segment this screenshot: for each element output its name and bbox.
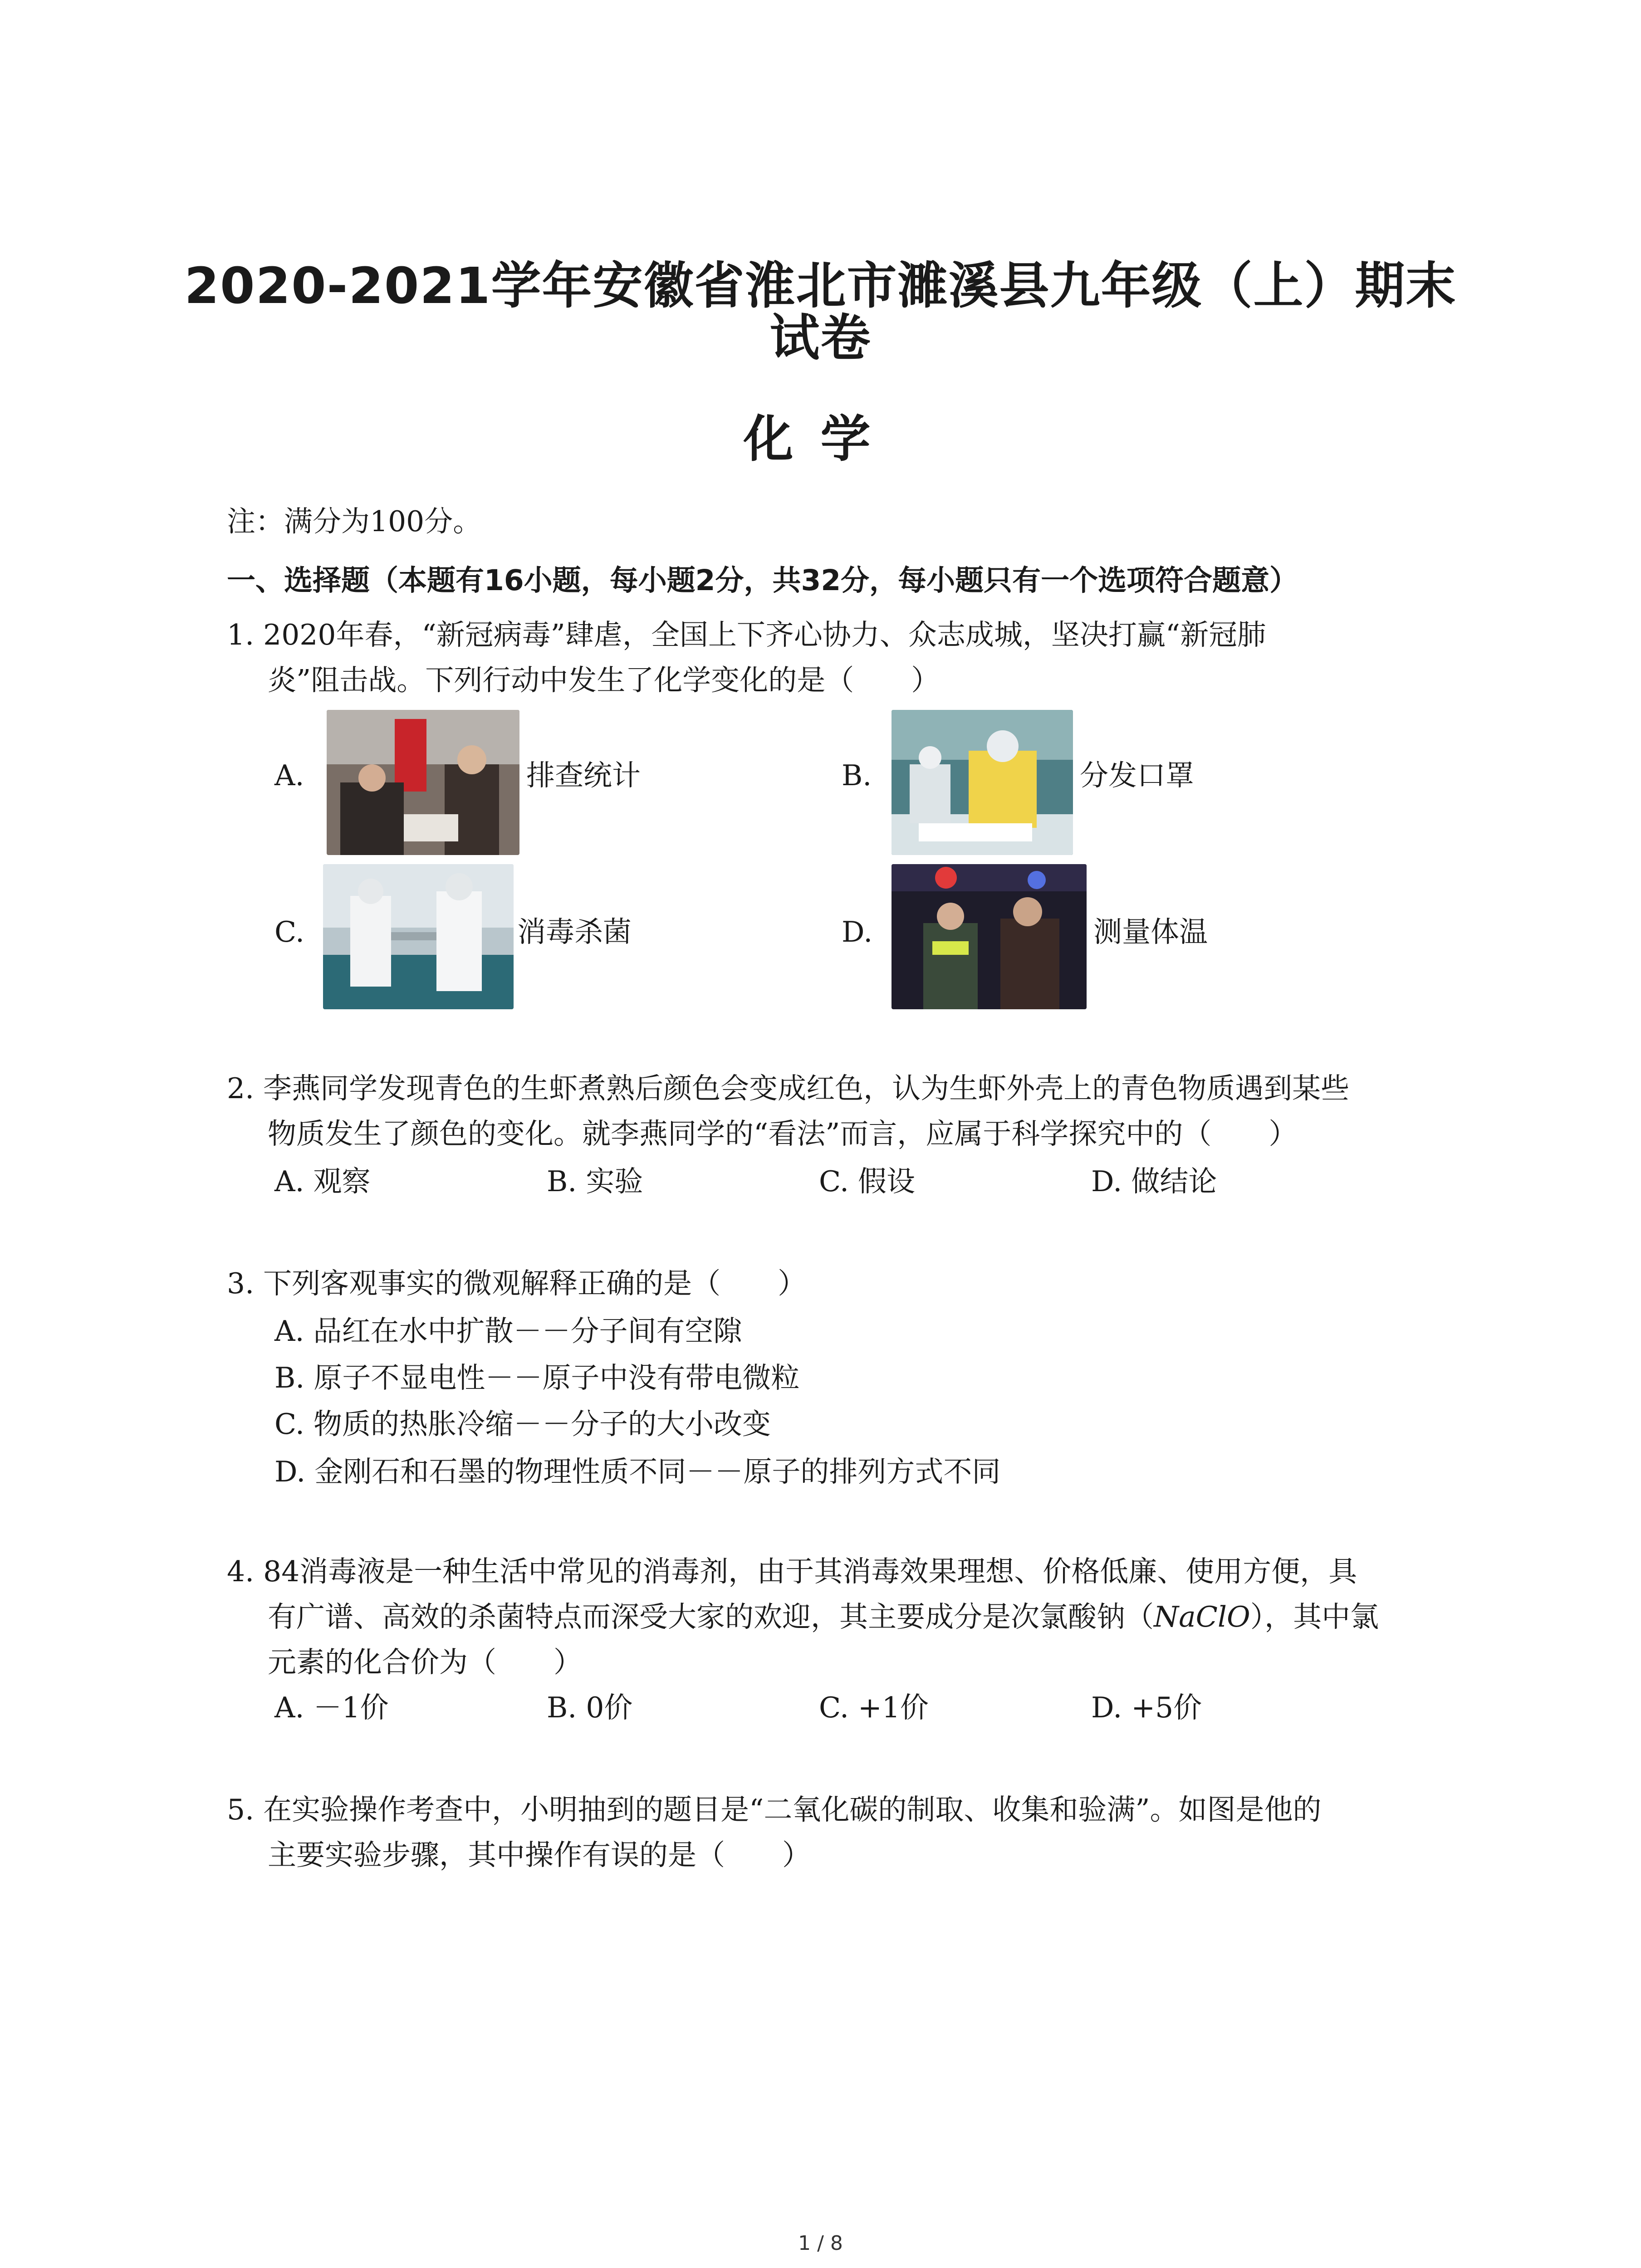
q5-stem-line-1: 5. 在实验操作考查中，小明抽到的题目是“二氧化碳的制取、收集和验满”。如图是他的 <box>227 1793 1322 1826</box>
q4-stem-line-1: 4. 84消毒液是一种生活中常见的消毒剂，由于其消毒效果理想、价格低廉、使用方便，具 <box>227 1555 1357 1588</box>
q4-option-d: D. +5价 <box>1091 1691 1202 1724</box>
q4-option-c: C. +1价 <box>819 1691 929 1724</box>
q4-formula: NaClO <box>1154 1600 1250 1633</box>
q1-option-c-letter: C. <box>274 915 304 948</box>
q2-option-a: A. 观察 <box>274 1165 371 1198</box>
page-number: 1 / 8 <box>798 2232 843 2255</box>
q4-option-a: A. －1价 <box>274 1691 389 1724</box>
q1-option-b-photo <box>892 710 1073 855</box>
q1-option-b-letter: B. <box>842 759 872 792</box>
q1-option-d-letter: D. <box>842 915 873 948</box>
q1-option-c-text: 消毒杀菌 <box>517 915 632 948</box>
q4-stem-line-2-end: ），其中氯 <box>1250 1600 1379 1633</box>
q4-stem-line-2-start: 有广谱、高效的杀菌特点而深受大家的欢迎，其主要成分是次氯酸钠（ <box>268 1600 1154 1633</box>
section-heading-choice: 一、选择题（本题有16小题，每小题2分，共32分，每小题只有一个选项符合题意） <box>227 564 1298 597</box>
q1-option-c-photo <box>323 864 514 1009</box>
q3-option-a: A. 品红在水中扩散－－分子间有空隙 <box>274 1315 742 1348</box>
q3-stem: 3. 下列客观事实的微观解释正确的是（ ） <box>227 1267 807 1300</box>
subject-heading: 化学 <box>743 410 898 468</box>
title-line-2: 试卷 <box>769 309 872 367</box>
q3-option-b: B. 原子不显电性－－原子中没有带电微粒 <box>274 1361 800 1394</box>
q2-option-c: C. 假设 <box>819 1165 916 1198</box>
q1-option-d-photo <box>892 864 1087 1009</box>
q2-stem-line-1: 2. 李燕同学发现青色的生虾煮熟后颜色会变成红色，认为生虾外壳上的青色物质遇到某些 <box>227 1072 1350 1105</box>
q1-option-b-text: 分发口罩 <box>1080 759 1194 792</box>
q2-option-d: D. 做结论 <box>1091 1165 1217 1198</box>
title-line-1: 2020-2021学年安徽省淮北市濉溪县九年级（上）期末 <box>184 257 1457 315</box>
q4-option-b: B. 0价 <box>547 1691 633 1724</box>
q1-option-d-text: 测量体温 <box>1093 915 1208 948</box>
q1-stem-line-2: 炎”阻击战。下列行动中发生了化学变化的是（ ） <box>268 664 940 697</box>
score-note: 注：满分为100分。 <box>227 505 482 538</box>
q1-option-a-text: 排查统计 <box>526 759 641 792</box>
q3-option-c: C. 物质的热胀冷缩－－分子的大小改变 <box>274 1408 771 1441</box>
q4-stem-line-2 <box>268 1599 1379 1635</box>
q4-stem-line-3: 元素的化合价为（ ） <box>268 1646 582 1679</box>
q5-stem-line-2: 主要实验步骤，其中操作有误的是（ ） <box>268 1838 811 1872</box>
q1-stem-line-1: 1. 2020年春，“新冠病毒”肆虐，全国上下齐心协力、众志成城，坚决打赢“新冠肺 <box>227 618 1266 651</box>
q3-option-d: D. 金刚石和石墨的物理性质不同－－原子的排列方式不同 <box>274 1455 1001 1488</box>
q2-stem-line-2: 物质发生了颜色的变化。就李燕同学的“看法”而言，应属于科学探究中的（ ） <box>268 1117 1298 1150</box>
q1-option-a-photo <box>327 710 519 855</box>
q2-option-b: B. 实验 <box>547 1165 643 1198</box>
q1-option-a-letter: A. <box>274 759 304 792</box>
